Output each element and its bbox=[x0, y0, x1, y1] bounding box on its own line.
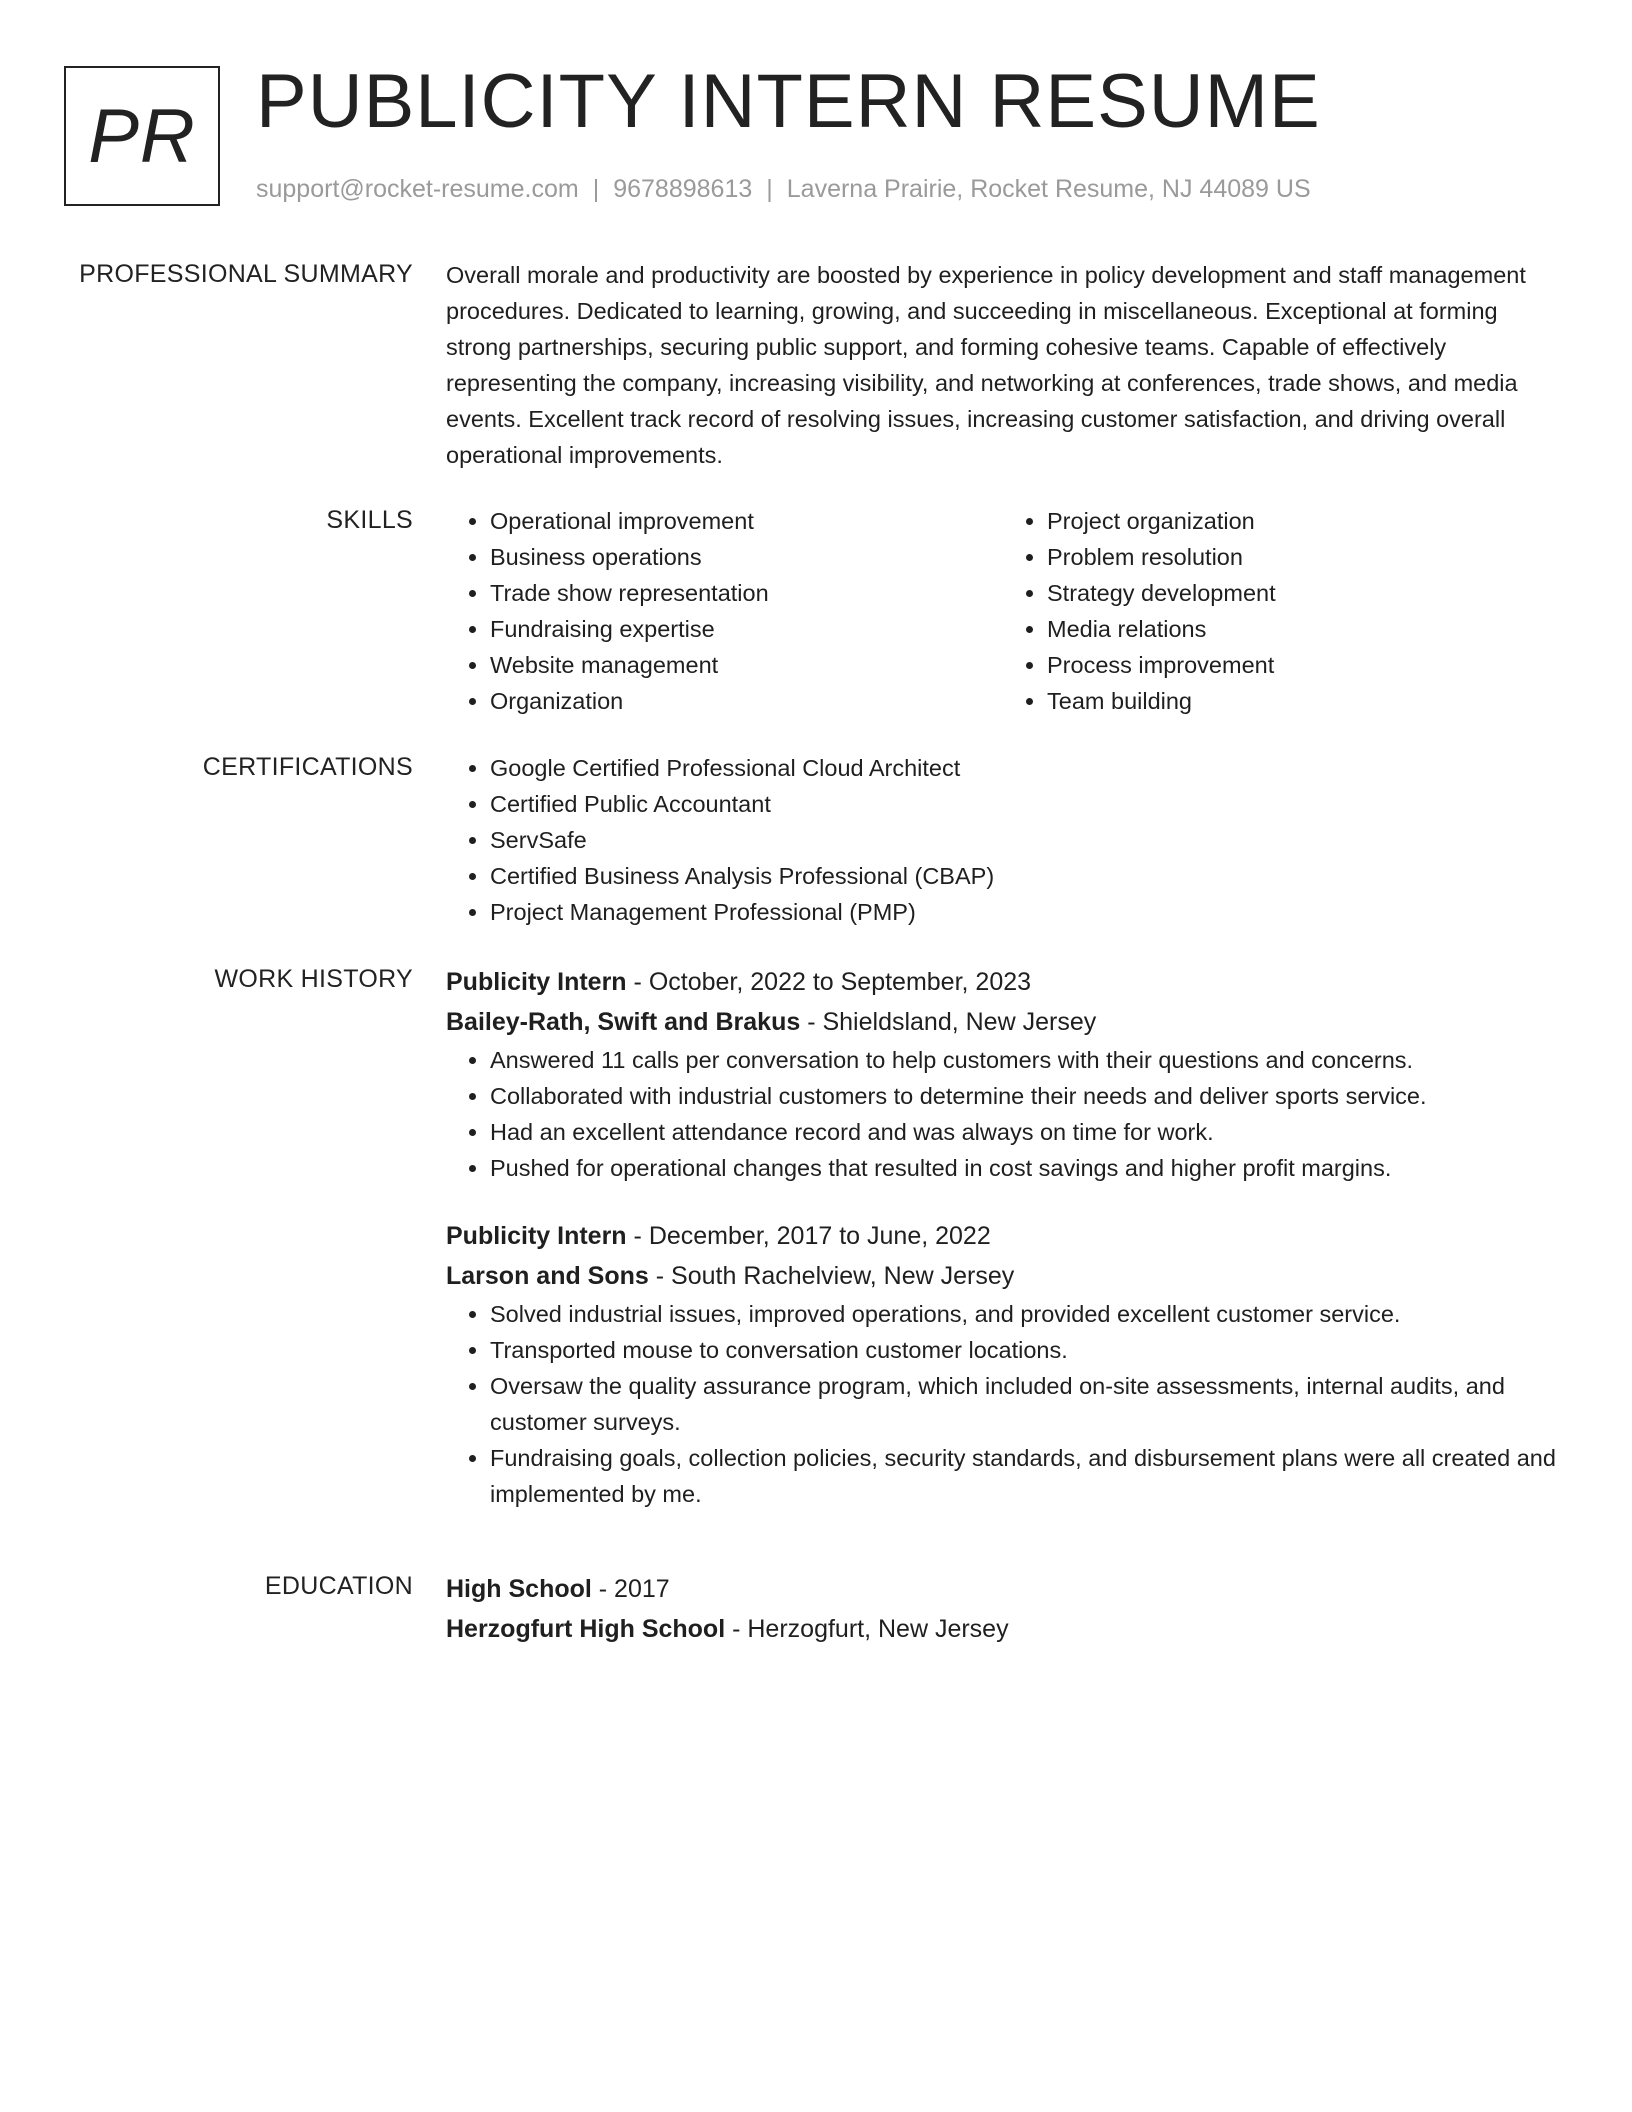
resume-title: PUBLICITY INTERN RESUME bbox=[256, 59, 1321, 144]
skills-grid bbox=[446, 503, 1560, 719]
job-location: - Shieldsland, New Jersey bbox=[807, 1008, 1097, 1036]
job-title: Publicity Intern bbox=[446, 968, 627, 996]
job-title-line bbox=[446, 1216, 1560, 1256]
job-bullet: • Answered 11 calls per conversation to help customers with their questions and concerns. bbox=[490, 1042, 1560, 1078]
skill-item: • Media relations bbox=[1047, 611, 1560, 647]
skill-item: • Strategy development bbox=[1047, 575, 1560, 611]
monogram-box bbox=[64, 66, 220, 206]
work-history-heading: WORK HISTORY bbox=[214, 965, 413, 993]
job-bullets bbox=[446, 1296, 1560, 1512]
skills-list-left bbox=[446, 503, 1003, 719]
certification-item: • Project Management Professional (PMP) bbox=[490, 894, 1560, 930]
job-dates: - December, 2017 to June, 2022 bbox=[633, 1222, 991, 1250]
education-heading: EDUCATION bbox=[264, 1572, 413, 1600]
skill-item: • Business operations bbox=[490, 539, 1003, 575]
contact-address: Laverna Prairie, Rocket Resume, NJ 44089 US bbox=[786, 175, 1311, 203]
education-location: - Herzogfurt, New Jersey bbox=[732, 1615, 1009, 1643]
contact-separator: | bbox=[766, 175, 773, 203]
job-title: Publicity Intern bbox=[446, 1222, 627, 1250]
certification-item: • Certified Public Accountant bbox=[490, 786, 1560, 822]
job-bullet: • Had an excellent attendance record and was always on time for work. bbox=[490, 1114, 1560, 1150]
skills-heading: SKILLS bbox=[326, 506, 413, 534]
job-bullet: • Pushed for operational changes that resulted in cost savings and higher profit margins. bbox=[490, 1150, 1560, 1186]
job-bullet: • Transported mouse to conversation customer locations. bbox=[490, 1332, 1560, 1368]
job-bullet: • Solved industrial issues, improved operations, and provided excellent customer service. bbox=[490, 1296, 1560, 1332]
work-history-body bbox=[446, 962, 1560, 1512]
job-company: Bailey-Rath, Swift and Brakus bbox=[446, 1008, 801, 1036]
skill-item: • Problem resolution bbox=[1047, 539, 1560, 575]
skills-body bbox=[446, 503, 1560, 719]
education-school: Herzogfurt High School bbox=[446, 1615, 726, 1643]
monogram-initials: PR bbox=[88, 93, 196, 179]
job-bullet: • Oversaw the quality assurance program, which included on-site assessments, internal audits, and customer surveys. bbox=[490, 1368, 1560, 1440]
skills-list-right bbox=[1003, 503, 1560, 719]
certification-item: • Google Certified Professional Cloud Architect bbox=[490, 750, 1560, 786]
certifications-list bbox=[446, 750, 1560, 930]
summary-body bbox=[446, 257, 1560, 473]
education-degree: High School bbox=[446, 1575, 592, 1603]
skill-item: • Fundraising expertise bbox=[490, 611, 1003, 647]
job-bullet: • Collaborated with industrial customers to determine their needs and deliver sports service. bbox=[490, 1078, 1560, 1114]
skill-item: • Operational improvement bbox=[490, 503, 1003, 539]
job-bullets bbox=[446, 1042, 1560, 1186]
contact-line bbox=[256, 174, 1311, 204]
contact-email: support@rocket-resume.com bbox=[256, 175, 579, 203]
education-body bbox=[446, 1569, 1560, 1649]
skill-item: • Process improvement bbox=[1047, 647, 1560, 683]
job-company-line bbox=[446, 1002, 1560, 1042]
job-bullet: • Fundraising goals, collection policies, security standards, and disbursement plans were all created and implemented by me. bbox=[490, 1440, 1560, 1512]
skill-item: • Organization bbox=[490, 683, 1003, 719]
certification-item: • Certified Business Analysis Professional (CBAP) bbox=[490, 858, 1560, 894]
education-school-line bbox=[446, 1609, 1560, 1649]
job-dates: - October, 2022 to September, 2023 bbox=[633, 968, 1032, 996]
contact-phone: 9678898613 bbox=[613, 175, 753, 203]
job-location: - South Rachelview, New Jersey bbox=[655, 1262, 1015, 1290]
skill-item: • Team building bbox=[1047, 683, 1560, 719]
certification-item: • ServSafe bbox=[490, 822, 1560, 858]
skill-item: • Trade show representation bbox=[490, 575, 1003, 611]
summary-text: Overall morale and productivity are boosted by experience in policy development and staff management procedures. Dedicated to learning, growing, and succeeding in miscellaneous. Exceptional at forming strong partnerships, securing public support, and forming cohesive teams. Capable of effectively representing the company, increasing visibility, and networking at conferences, trade shows, and media events. Excellent track record of resolving issues, increasing customer satisfaction, and driving overall operational improvements. bbox=[446, 262, 1526, 468]
education-degree-line bbox=[446, 1569, 1560, 1609]
job-entry bbox=[446, 1216, 1560, 1512]
certifications-body bbox=[446, 750, 1560, 930]
job-company: Larson and Sons bbox=[446, 1262, 649, 1290]
summary-heading: PROFESSIONAL SUMMARY bbox=[79, 260, 413, 288]
job-title-line bbox=[446, 962, 1560, 1002]
contact-separator: | bbox=[592, 175, 600, 203]
skill-item: • Project organization bbox=[1047, 503, 1560, 539]
job-company-line bbox=[446, 1256, 1560, 1296]
education-year: - 2017 bbox=[598, 1575, 670, 1603]
certifications-heading: CERTIFICATIONS bbox=[202, 753, 413, 781]
skill-item: • Website management bbox=[490, 647, 1003, 683]
job-entry bbox=[446, 962, 1560, 1186]
